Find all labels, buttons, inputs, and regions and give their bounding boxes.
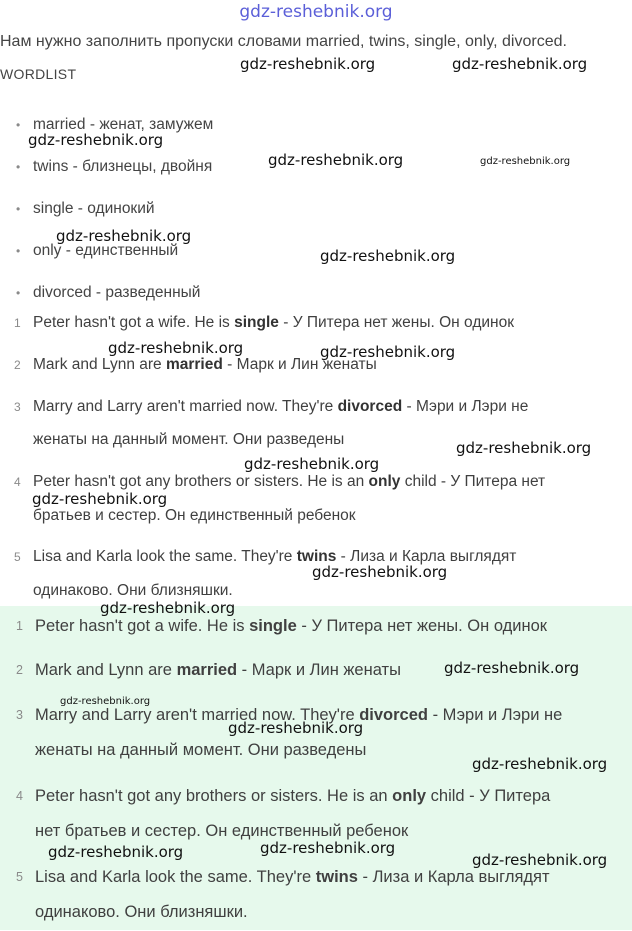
sentence-line <box>33 306 514 340</box>
sentence-continuation: нет братьев и сестер. Он единственный ребенок <box>35 822 409 840</box>
watermark: gdz-reshebnik.org <box>472 755 608 773</box>
sentence-text: Peter hasn't got a wife. He is <box>33 314 235 331</box>
answer-word: twins <box>296 548 337 565</box>
sentence-number: 5 <box>16 870 23 884</box>
wordlist-heading: WORDLIST <box>0 66 77 82</box>
wordlist-item <box>16 284 200 302</box>
answer-word: married <box>165 356 223 373</box>
wordlist-item <box>16 158 212 176</box>
sentence-number: 2 <box>16 663 23 677</box>
task-intro: Нам нужно заполнить пропуски словами married, twins, single, only, divorced. <box>0 33 567 50</box>
watermark: gdz-reshebnik.org <box>320 343 456 361</box>
watermark: gdz-reshebnik.org <box>108 339 244 357</box>
sentence-continuation: братьев и сестер. Он единственный ребенок <box>33 507 356 524</box>
watermark: gdz-reshebnik.org <box>320 247 456 265</box>
sentence-translation: - Марк и Лин женаты <box>222 356 377 373</box>
sentence-translation: - У Питера нет жены. Он одинок <box>278 314 514 331</box>
watermark: gdz-reshebnik.org <box>472 851 608 869</box>
watermark: gdz-reshebnik.org <box>260 839 396 857</box>
watermark: gdz-reshebnik.org <box>240 55 376 73</box>
watermark: gdz-reshebnik.org <box>244 455 380 473</box>
sentence-translation: - Марк и Лин женаты <box>237 661 401 679</box>
wordlist-item-text: single - одинокий <box>33 200 155 217</box>
site-header-link[interactable]: gdz-reshebnik.org <box>239 2 393 22</box>
answer-word: divorced <box>359 706 428 724</box>
watermark: gdz-reshebnik.org <box>480 156 571 167</box>
bullet-icon: • <box>16 286 21 300</box>
sentence-number: 5 <box>14 550 21 564</box>
watermark: gdz-reshebnik.org <box>60 696 151 707</box>
sentence-number: 3 <box>14 400 21 414</box>
answer-word: married <box>176 661 238 679</box>
answer-word: only <box>392 787 427 805</box>
sentence-translation: - Лиза и Карла выглядят <box>357 868 550 886</box>
sentence-number: 1 <box>14 316 21 330</box>
sentence-number: 3 <box>16 708 23 722</box>
answer-word: twins <box>315 868 358 886</box>
bullet-icon: • <box>16 202 21 216</box>
bullet-icon: • <box>16 118 21 132</box>
watermark: gdz-reshebnik.org <box>452 55 588 73</box>
watermark: gdz-reshebnik.org <box>268 151 404 169</box>
watermark: gdz-reshebnik.org <box>456 439 592 457</box>
wordlist-item-text: twins - близнецы, двойня <box>33 158 213 175</box>
wordlist-item-text: only - единственный <box>33 242 179 259</box>
wordlist-item-text: divorced - разведенный <box>33 284 201 301</box>
sentence-line <box>35 778 550 814</box>
bullet-icon: • <box>16 244 21 258</box>
sentence-translation: - Мэри и Лэри не <box>402 398 529 415</box>
sentence-continuation: женаты на данный момент. Они разведены <box>35 741 367 759</box>
watermark: gdz-reshebnik.org <box>444 659 580 677</box>
wordlist-item-text: married - женат, замужем <box>33 116 214 133</box>
sentence-line <box>33 390 528 424</box>
watermark: gdz-reshebnik.org <box>228 719 364 737</box>
sentence-line <box>35 652 401 688</box>
sentence-translation: child - У Питера <box>426 787 551 805</box>
watermark: gdz-reshebnik.org <box>56 227 192 245</box>
sentence-translation: - Лиза и Карла выглядят <box>336 548 517 565</box>
sentence-number: 4 <box>16 789 23 803</box>
sentence-translation: - Мэри и Лэри не <box>428 706 563 724</box>
sentence-text: Mark and Lynn are <box>33 356 166 373</box>
watermark: gdz-reshebnik.org <box>28 131 164 149</box>
sentence-number: 4 <box>14 475 21 489</box>
sentence-continuation: женаты на данный момент. Они разведены <box>33 431 345 448</box>
exercise-sentence <box>14 306 614 340</box>
exercise-sentence <box>14 348 614 382</box>
sentence-continuation: одинаково. Они близняшки. <box>33 582 233 599</box>
bullet-icon: • <box>16 160 21 174</box>
answer-word: single <box>234 314 279 331</box>
sentence-translation: - У Питера нет жены. Он одинок <box>296 617 548 635</box>
sentence-text: Mark and Lynn are <box>35 661 177 679</box>
sentence-text: Lisa and Karla look the same. They're <box>33 548 297 565</box>
sentence-text: Peter hasn't got any brothers or sisters. He is an <box>33 473 369 490</box>
watermark: gdz-reshebnik.org <box>312 563 448 581</box>
answer-word: only <box>368 473 401 490</box>
sentence-text: Peter hasn't got any brothers or sisters. He is an <box>35 787 393 805</box>
sentence-text: Lisa and Karla look the same. They're <box>35 868 316 886</box>
sentence-number: 2 <box>14 358 21 372</box>
sentence-text: Marry and Larry aren't married now. They're <box>33 398 338 415</box>
sentence-translation: child - У Питера нет <box>400 473 546 490</box>
answer-sentence <box>16 859 626 931</box>
sentence-continuation: одинаково. Они близняшки. <box>35 903 248 921</box>
sentence-text: Peter hasn't got a wife. He is <box>35 617 250 635</box>
watermark: gdz-reshebnik.org <box>32 490 168 508</box>
sentence-number: 1 <box>16 619 23 633</box>
watermark: gdz-reshebnik.org <box>48 843 184 861</box>
sentence-text: Marry and Larry aren't married now. They're <box>35 706 360 724</box>
wordlist-item <box>16 200 155 218</box>
answer-word: single <box>249 617 297 635</box>
answer-word: divorced <box>337 398 403 415</box>
watermark: gdz-reshebnik.org <box>100 599 236 617</box>
